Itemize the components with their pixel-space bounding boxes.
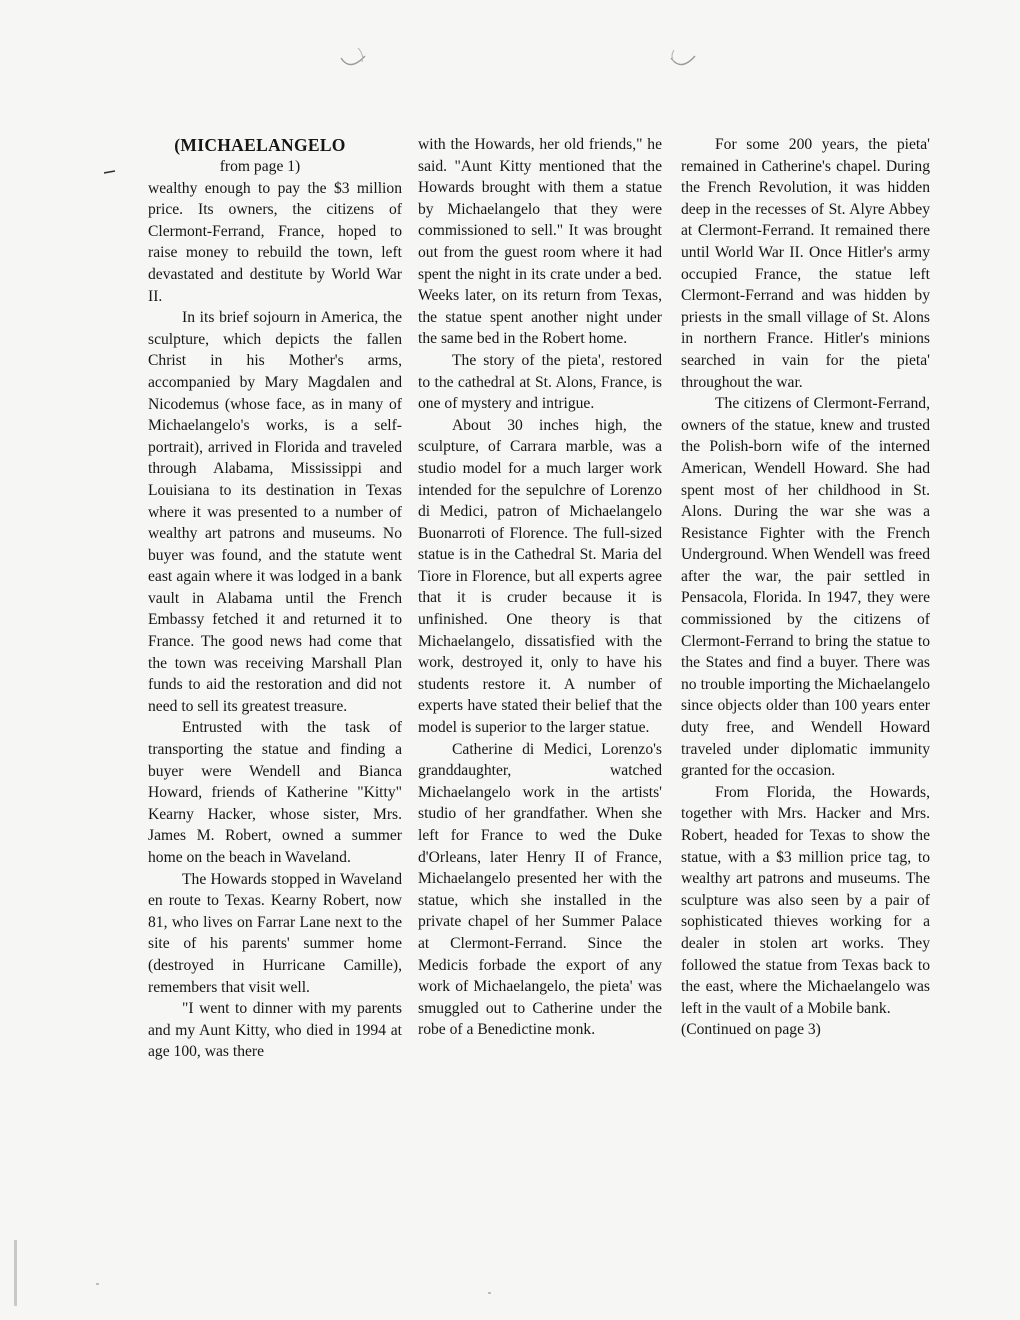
article-column-2 (418, 134, 662, 1041)
punch-hole-mark (338, 44, 368, 74)
article-paragraph: In its brief sojourn in America, the sculpture, which depicts the fallen Christ in his Mother's arms, accompanied by Mary Magdalen and Nicodemus (whose face, as in many of Michaelangelo's works, is a self-portrait), arrived in Florida and traveled through Alabama, Mississippi and Louisiana to its destination in Texas where it was presented to a number of wealthy art patrons and museums. No buyer was found, and the statute went east again where it was lodged in a bank vault in Alabama until the French Embassy fetched it and returned it to France. The good news had come that the town was receiving Marshall Plan funds to aid the restoration and did not need to sell its greatest treasure. (148, 309, 402, 715)
article-paragraph: The citizens of Clermont-Ferrand, owners of the statue, knew and trusted the Polish-born wife of the interned American, Wendell Howard. She had spent most of her childhood in St. Alons. During the war she was a Resistance Fighter with the French Underground. When Wendell was freed after the war, the pair settled in Pensacola, Florida. In 1947, they were commissioned by the citizens of Clermont-Ferrand to bring the statue to the States and find a buyer. There was no trouble importing the Michaelangelo since objects older than 100 years enter duty free, and Wendell Howard traveled under diplomatic immunity granted for the occasion. (681, 395, 930, 780)
article-paragraph: From Florida, the Howards, together with Mrs. Hacker and Mrs. Robert, headed for Texas to show the statue, with a $3 million price tag, to wealthy art patrons and museums. The sculpture was also seen by a pair of sophisticated thieves working for a dealer in stolen art works. They followed the statue from Texas back to the east, where the Michaelangelo was left in the vault of a Mobile bank. (681, 783, 930, 1017)
continued-on-line: (Continued on page 3) (681, 1021, 821, 1039)
punch-hole-mark (668, 44, 698, 74)
article-paragraph: "I went to dinner with my parents and my Aunt Kitty, who died in 1994 at age 100, was there (148, 1000, 402, 1061)
margin-dash-mark (104, 170, 116, 174)
article-paragraph: The story of the pieta', restored to the cathedral at St. Alons, France, is one of mystery and intrigue. (418, 351, 662, 413)
article-paragraph: The Howards stopped in Waveland en route to Texas. Kearny Robert, now 81, who lives on Farrar Lane next to the site of his parents' summer home (destroyed in Hurricane Camille), remembers that visit well. (148, 870, 402, 996)
article-column-1 (148, 134, 402, 1063)
article-paragraph: wealthy enough to pay the $3 million price. Its owners, the citizens of Clermont-Ferrand, France, hoped to raise money to rebuild the town, left devastated and destitute by World War II. (148, 179, 402, 305)
article-column-3 (681, 134, 930, 1041)
scan-edge-line (14, 1240, 17, 1306)
article-paragraph: with the Howards, her old friends," he said. "Aunt Kitty mentioned that the Howards brought with them a statue by Michaelangelo that they were commissioned to sell." It was brought out from the guest room where it had spent the night in its crate under a bed. Weeks later, on its return from Texas, the statue spent another night under the same bed in the Robert home. (418, 136, 662, 348)
scan-speck (96, 1283, 99, 1285)
scan-speck (488, 1292, 491, 1294)
article-paragraph: For some 200 years, the pieta' remained in Catherine's chapel. During the French Revolution, it was hidden deep in the recesses of St. Alyre Abbey at Clermont-Ferrand. It remained there until World War II. Once Hitler's army occupied France, the statue left Clermont-Ferrand and was hidden by priests in the small village of St. Alons in northern France. Hitler's minions searched in vain for the pieta' throughout the war. (681, 136, 930, 391)
article-headline: (MICHAELANGELO (174, 135, 346, 155)
jump-line-from: from page 1) (219, 158, 301, 175)
article-paragraph: Catherine di Medici, Lorenzo's granddaughter, watched Michaelangelo work in the artists' studio of her grandfather. When she left for France to wed the Duke d'Orleans, later Henry II of France, Michaelangelo presented her with the statue, which she installed in the private chapel of her Summer Palace at Clermont-Ferrand. Since the Medicis forbade the export of any work of Michaelangelo, the pieta' was smuggled out to Catherine under the robe of a Benedictine monk. (418, 740, 662, 1039)
article-paragraph: Entrusted with the task of transporting the statue and finding a buyer were Wendell and Bianca Howard, friends of Katherine "Kitty" Kearny Hacker, whose sister, Mrs. James M. Robert, owned a summer home on the beach in Waveland. (148, 719, 402, 866)
article-paragraph: About 30 inches high, the sculpture, of Carrara marble, was a studio model for a much larger work intended for the sepulchre of Lorenzo di Medici, patron of Michaelangelo Buonarroti of Florence. The full-sized statue is in the Cathedral St. Maria del Tiore in Florence, but all experts agree that it is cruder because it is unfinished. One theory is that Michaelangelo, dissatisfied with the work, destroyed it, only to have his students restore it. A number of experts have stated their belief that the model is superior to the larger statue. (418, 416, 662, 737)
